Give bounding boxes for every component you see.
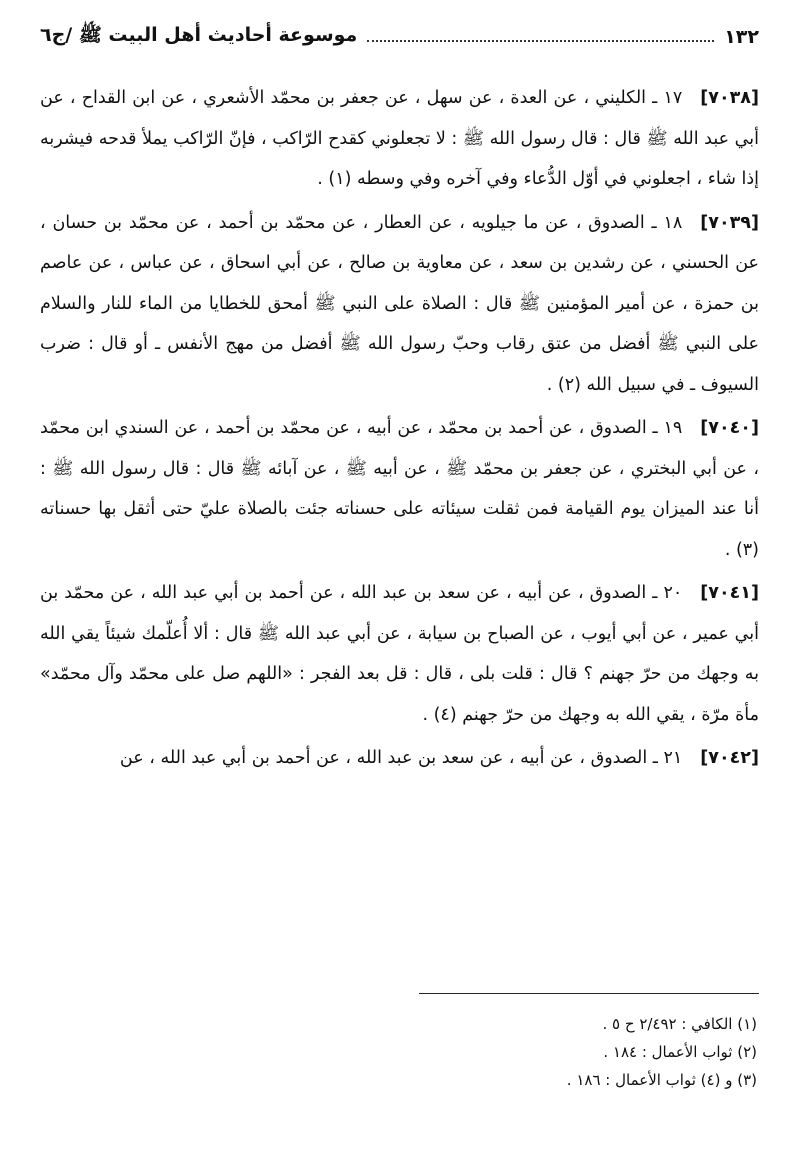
footnote: (٣) و (٤) ثواب الأعمال : ١٨٦ .	[566, 1071, 757, 1089]
hadith-entry	[40, 78, 759, 200]
hadith-number: [٧٠٤١]	[700, 583, 759, 603]
hadith-text: ٢٠ ـ الصدوق ، عن أبيه ، عن سعد بن عبد الله ، عن أحمد بن أبي عبد الله ، عن محمّد بن أبي عمير ، عن أبي أيوب ، عن الصباح بن سيابة ، عن أبي عبد الله ﷺ قال : ألا أُعلّمك شيئاً يقي الله به وجهك من حرّ جهنم ؟ قال : قلت بلى ، قال : قل بعد الفجر : «اللهم صل على محمّد وآل محمّد» مأة مرّة ، يقي الله به وجهك من حرّ جهنم (٤) .	[40, 583, 759, 725]
hadith-text: ١٨ ـ الصدوق ، عن ما جيلويه ، عن العطار ، عن محمّد بن أحمد ، عن محمّد بن حسان ، عن الحسني ، عن رشدين بن سعد ، عن معاوية بن صالح ، عن أبي اسحاق ، عن عباس ، عن عاصم بن حمزة ، عن أمير المؤمنين ﷺ قال : الصلاة على النبي ﷺ أمحق للخطايا من الماء للنار والسلام على النبي ﷺ أفضل من عتق رقاب وحبّ رسول الله ﷺ أفضل من مهج الأنفس ـ أو قال : ضرب السيوف ـ في سبيل الله (٢) .	[40, 212, 759, 395]
page-number: ١٣٢	[724, 26, 759, 48]
hadith-entries	[40, 78, 759, 782]
hadith-entry	[40, 738, 759, 779]
header-dot-leader	[367, 26, 714, 42]
footnote-separator	[419, 993, 759, 994]
hadith-entry	[40, 203, 759, 406]
hadith-number: [٧٠٣٨]	[700, 88, 759, 108]
footnote: (٢) ثواب الأعمال : ١٨٤ .	[603, 1043, 757, 1061]
hadith-entry	[40, 408, 759, 570]
footnotes	[40, 1010, 757, 1094]
hadith-number: [٧٠٤٠]	[700, 418, 759, 438]
footnote: (١) الكافي : ٢/٤٩٢ ح ٥ .	[602, 1015, 757, 1033]
hadith-entry	[40, 573, 759, 735]
hadith-number: [٧٠٣٩]	[700, 212, 759, 233]
hadith-text: ١٧ ـ الكليني ، عن العدة ، عن سهل ، عن جعفر بن محمّد الأشعري ، عن ابن القداح ، عن أبي عبد الله ﷺ قال : قال رسول الله ﷺ : لا تجعلوني كقدح الرّاكب ، فإنّ الرّاكب يملأ قدحه فيشربه إذا شاء ، اجعلوني في أوّل الدُّعاء وفي آخره وفي وسطه (١) .	[40, 88, 759, 189]
running-title: موسوعة أحاديث أهل البيت ﷺ /ج٦	[40, 24, 358, 46]
hadith-text: ١٩ ـ الصدوق ، عن أحمد بن محمّد ، عن أبيه ، عن محمّد بن أحمد ، عن السندي ابن محمّد ، عن أبي البختري ، عن جعفر بن محمّد ﷺ ، عن أبيه ﷺ ، عن آبائه ﷺ قال : قال رسول الله ﷺ : أنا عند الميزان يوم القيامة فمن ثقلت سيئاته على حسناته جئت بالصلاة عليّ حتى أثقل بها حسناته (٣) .	[40, 418, 759, 560]
hadith-number: [٧٠٤٢]	[700, 748, 759, 768]
running-header	[40, 20, 759, 54]
hadith-text: ٢١ ـ الصدوق ، عن أبيه ، عن سعد بن عبد الله ، عن أحمد بن أبي عبد الله ، عن	[119, 748, 683, 768]
